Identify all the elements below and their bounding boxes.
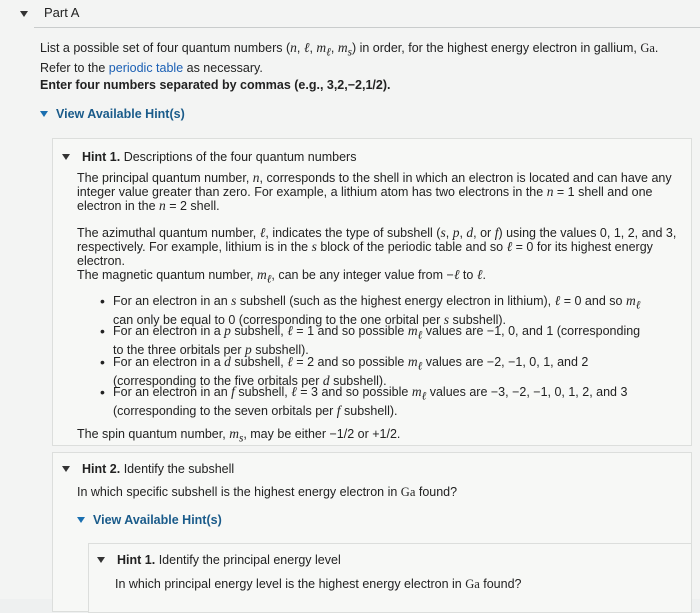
part-header[interactable]: [0, 0, 700, 26]
list-item: • For an electron in an f subshell, ℓ = 3 and so possible $m_\ell$ values are −3, −2, −1, 0, 1, 2, and 3 (corresponding to the seven orbitals per f subshell).: [100, 384, 628, 418]
hint1-azimuthal-text: The azimuthal quantum number, ℓ, indicates the type of subshell (s, p, d, or f) using the values 0, 1, 2, and 3, respectively. For example, lithium is in the s block of the periodic table and so ℓ = 0 for its highest energy electron.: [77, 225, 677, 268]
hint2-title: Identify the subshell: [123, 462, 235, 476]
collapse-caret-icon[interactable]: [97, 557, 105, 563]
hint1-header[interactable]: [62, 150, 356, 164]
list-item: • For an electron in a p subshell, ℓ = 1 and so possible $m_\ell$ values are −1, 0, and 1 (corresponding to the three orbitals per p subshell).: [100, 323, 641, 357]
hint2-sub-header[interactable]: [97, 553, 341, 567]
hint1-principal-text: The principal quantum number, n, corresponds to the shell in which an electron is located and can have any integer value greater than zero. For example, a lithium atom has two electrons in the n = 1 shell and one electron in the n = 2 shell.: [77, 170, 672, 213]
hint2-sub-number: Hint 1.: [117, 553, 156, 567]
part-title: Part A: [44, 5, 80, 20]
hint2-question: In which specific subshell is the highest energy electron in Ga found?: [77, 485, 458, 499]
list-item: • For an electron in an s subshell (such as the highest energy electron in lithium), ℓ = 0 and so $m_\ell$ can only be equal to 0 (corresponding to the one orbital per s subshell).: [100, 293, 641, 327]
view-hints-toggle[interactable]: [40, 107, 185, 121]
question-text: List a possible set of four quantum numbers (n, ℓ, $m_\ell$, $m_s$) in order, for the highest energy electron in gallium, Ga. Refer to the periodic table as necessary.: [40, 40, 659, 75]
hint2-sub-title: Identify the principal energy level: [158, 553, 341, 567]
periodic-table-link[interactable]: periodic table: [108, 60, 184, 75]
collapse-caret-icon[interactable]: [20, 11, 28, 17]
hint1-magnetic-text: The magnetic quantum number, $m_\ell$, can be any integer value from −ℓ to ℓ.: [77, 267, 486, 286]
hint2-view-hints-toggle[interactable]: [77, 513, 222, 527]
answer-instruction: Enter four numbers separated by commas (e.g., 3,2,−2,1/2).: [40, 78, 391, 92]
chevron-down-icon: [77, 517, 85, 523]
divider: [34, 27, 700, 28]
collapse-caret-icon[interactable]: [62, 154, 70, 160]
hint2-view-hints-label: View Available Hint(s): [93, 513, 222, 527]
chevron-down-icon: [40, 111, 48, 117]
hint2-number: Hint 2.: [82, 462, 121, 476]
hint1-spin-text: The spin quantum number, $m_s$, may be either −1/2 or +1/2.: [77, 426, 401, 445]
hint2-header[interactable]: [62, 462, 234, 476]
hint1-title: Descriptions of the four quantum numbers: [123, 150, 357, 164]
hint1-number: Hint 1.: [82, 150, 121, 164]
list-item: • For an electron in a d subshell, ℓ = 2 and so possible $m_\ell$ values are −2, −1, 0, 1, and 2 (corresponding to the five orbitals per d subshell).: [100, 354, 589, 388]
hint2-sub-question: In which principal energy level is the highest energy electron in Ga found?: [115, 577, 522, 591]
view-hints-label: View Available Hint(s): [56, 107, 185, 121]
collapse-caret-icon[interactable]: [62, 466, 70, 472]
